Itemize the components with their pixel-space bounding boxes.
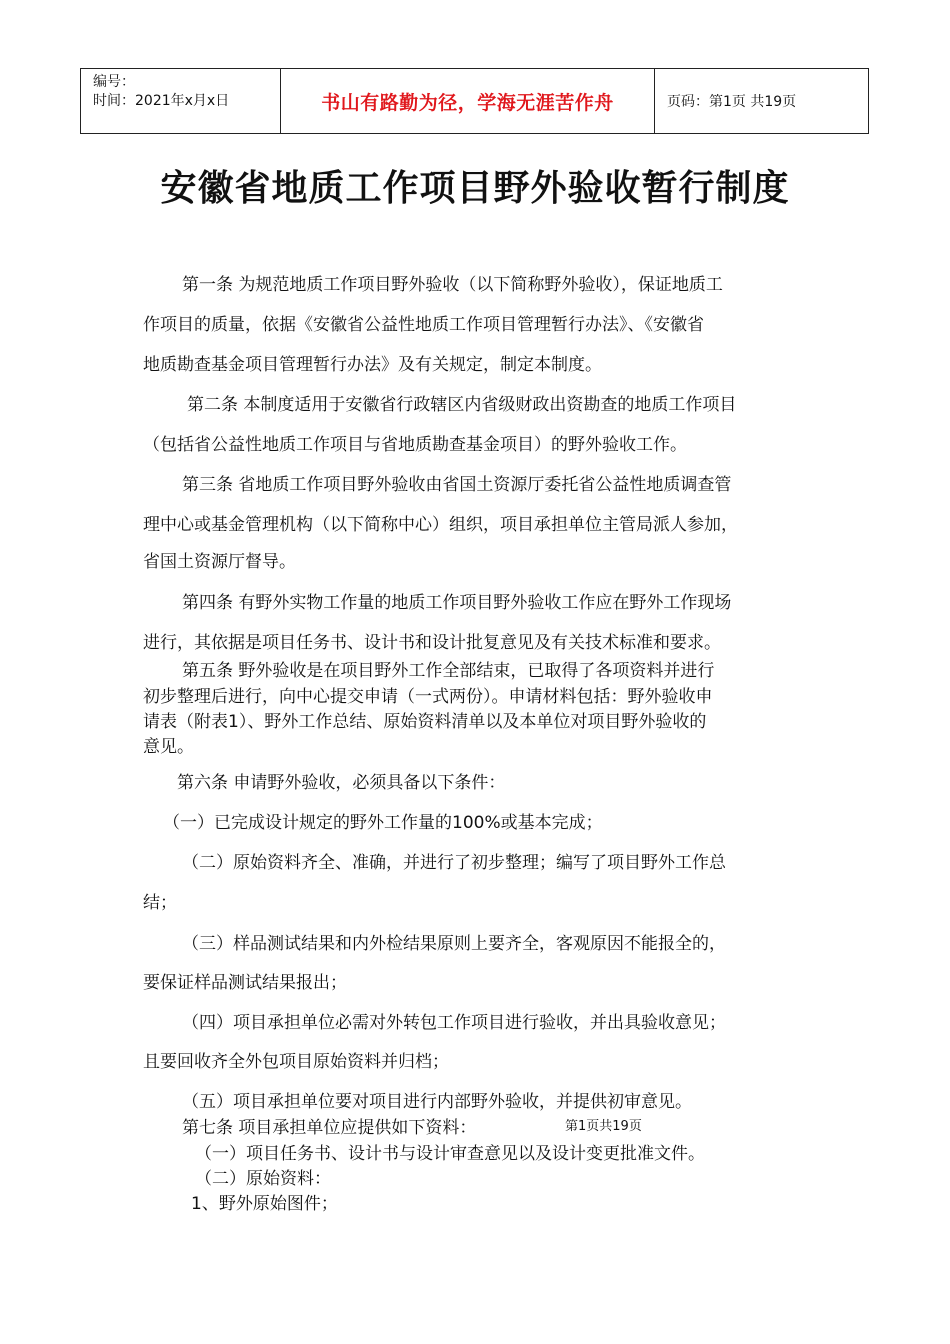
body-line: （四）项目承担单位必需对外转包工作项目进行验收，并出具验收意见； <box>182 1013 726 1033</box>
body-line: （一）已完成设计规定的野外工作量的100%或基本完成； <box>163 813 603 833</box>
body-line: 意见。 <box>143 737 194 757</box>
body-line: 理中心或基金管理机构（以下简称中心）组织，项目承担单位主管局派人参加， <box>143 515 738 535</box>
body-line: 要保证样品测试结果报出； <box>143 973 347 993</box>
body-line: 第七条 项目承担单位应提供如下资料： <box>182 1118 477 1138</box>
header-table <box>80 68 869 134</box>
page-info-text: 页码：第1页 共19页 <box>667 94 797 110</box>
body-line: 请表（附表1）、野外工作总结、原始资料清单以及本单位对项目野外验收的 <box>143 712 707 732</box>
document-title: 安徽省地质工作项目野外验收暂行制度 <box>160 168 790 209</box>
body-line: （三）样品测试结果和内外检结果原则上要齐全，客观原因不能报全的， <box>182 934 726 954</box>
body-line: 第二条 本制度适用于安徽省行政辖区内省级财政出资勘查的地质工作项目 <box>187 395 737 415</box>
body-line: 进行，其依据是项目任务书、设计书和设计批复意见及有关技术标准和要求。 <box>143 633 721 653</box>
body-line: 且要回收齐全外包项目原始资料并归档； <box>143 1052 449 1072</box>
body-line: 第六条 申请野外验收，必须具备以下条件： <box>177 773 506 793</box>
body-line: （一）项目任务书、设计书与设计审查意见以及设计变更批准文件。 <box>195 1144 705 1164</box>
motto-cell <box>281 69 655 133</box>
date-label: 时间：2021年x月x日 <box>93 93 230 109</box>
header-meta-cell <box>81 69 281 133</box>
body-line: 初步整理后进行，向中心提交申请（一式两份）。申请材料包括：野外验收申 <box>143 687 713 707</box>
body-line: 结； <box>143 893 177 913</box>
body-line: 省国土资源厅督导。 <box>143 552 296 572</box>
body-line: 作项目的质量，依据《安徽省公益性地质工作项目管理暂行办法》、《安徽省 <box>143 315 704 335</box>
motto-text: 书山有路勤为径，学海无涯苦作舟 <box>321 91 614 114</box>
number-label: 编号： <box>93 74 135 90</box>
page-info-cell <box>655 69 868 133</box>
body-line: （二）原始资料： <box>195 1169 331 1189</box>
body-line: 第四条 有野外实物工作量的地质工作项目野外验收工作应在野外工作现场 <box>182 593 732 613</box>
page-number-footer: 第1页共19页 <box>565 1119 642 1134</box>
body-line: 第一条 为规范地质工作项目野外验收（以下简称野外验收），保证地质工 <box>182 275 723 295</box>
body-line: 1、野外原始图件； <box>191 1194 338 1214</box>
body-line: 地质勘查基金项目管理暂行办法》及有关规定，制定本制度。 <box>143 355 602 375</box>
body-line: （二）原始资料齐全、准确，并进行了初步整理；编写了项目野外工作总 <box>182 853 726 873</box>
body-line: （包括省公益性地质工作项目与省地质勘查基金项目）的野外验收工作。 <box>143 435 687 455</box>
body-line: 第三条 省地质工作项目野外验收由省国土资源厅委托省公益性地质调查管 <box>182 475 732 495</box>
body-line: 第五条 野外验收是在项目野外工作全部结束，已取得了各项资料并进行 <box>182 661 715 681</box>
body-line: （五）项目承担单位要对项目进行内部野外验收，并提供初审意见。 <box>182 1092 692 1112</box>
